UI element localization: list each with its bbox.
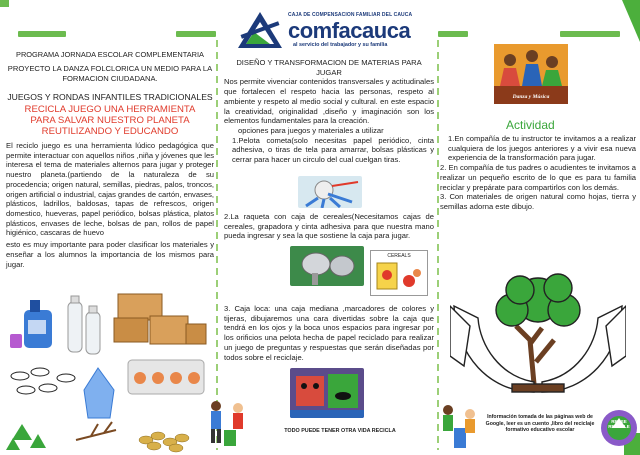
plastic-bottles-icon xyxy=(68,296,100,354)
plastic-bag-icon xyxy=(84,368,114,418)
top-dash xyxy=(176,31,216,37)
column-divider xyxy=(216,40,218,450)
comfacauca-logo xyxy=(236,10,436,50)
cereal-label: CEREALS xyxy=(387,253,411,259)
headline: RECICLA JUEGO UNA HERRAMIENTA PARA SALVAR NUESTRO PLANETA REUTILIZANDO Y EDUCANDO xyxy=(24,103,196,137)
egg-carton-icon xyxy=(128,360,204,394)
activity-item-3: 3. Con materiales de origen natural como hojas, tierra y semillas adorna este dibujo. xyxy=(440,192,636,212)
source-note: Información tomada de las páginas web de Google, leer es un cuento ,libro del reciclaje formativo educativo escolar xyxy=(485,414,595,433)
detergent-bottle-icon xyxy=(10,300,52,348)
design-heading: DISEÑO Y TRANSFORMACION DE MATERIAS PARA JUGAR xyxy=(236,58,422,77)
danza-musica-banner: Danza y Música xyxy=(512,94,550,100)
top-dash xyxy=(18,31,66,37)
game-item-2: 2.La raqueta con caja de cereales(Necesitamos cajas de cereales, grapadora y cinta adhesiva para que nuestra mano pueda ingresar y sea la que sostiene la caja para jugar. xyxy=(224,212,434,241)
middle-column xyxy=(224,58,434,165)
hands-tree-illustration xyxy=(450,266,626,406)
section-title: JUEGOS Y RONDAS INFANTILES TRADICIONALES xyxy=(7,91,213,102)
cans-icon xyxy=(11,368,75,394)
seeds-icon xyxy=(139,432,189,452)
activity-title: Actividad xyxy=(506,118,555,132)
branch-icon xyxy=(76,422,116,440)
top-left-green-bar xyxy=(0,0,9,7)
logo-brand: comfacauca xyxy=(288,18,411,43)
intro-paragraph: El reciclo juego es una herramienta lúdico pedagógica que permite interactuar con aquellos niños ,niña y jóvenes que les interesa el tema de materiales alternos para jugar y proteger nuestro planeta.(partiendo de la naturaleza de su procedencia; origen natural, semillas, piedras, palos, troncos, origen artificial o industrial, cajas grandes de cartón, envases, plásticos, ladrillos, baldosas, tapas de refrescos, origen domestico, hueveras, papel periódico, bolsas plástica, platos plásticos, envases de leche, bolsas de pan, rollos de papel higiénico, cascaras de huevo xyxy=(6,141,214,238)
logo-tagline: al servicio del trabajador y su familia xyxy=(293,42,388,48)
options-label: opciones para juegos y materiales a utilizar xyxy=(238,126,384,136)
logo-mark-icon xyxy=(236,10,284,50)
cereal-box-icon xyxy=(371,259,427,293)
pelota-cometa-photo xyxy=(298,176,362,208)
design-intro: Nos permite vivenciar contenidos transversales y actitudinales que fortalecen el respeto hacia las personas, respeto al ambiente y respeto al medio social y cultural. en este espacio la creatividad, originalidad ,diseño y imaginación son los elementos fundamentales para la creación. xyxy=(224,77,434,126)
recycle-slogan: TODO PUEDE TENER OTRA VIDA RECICLA xyxy=(284,428,396,434)
game-item-1: 1.Pelota cometa(solo necesitas papel periódico, cinta adhesiva, o tiras de tela para amarrar, bolsas plásticas y cerrar para hacer un circulo del cual cuelgan tiras. xyxy=(232,135,434,165)
activity-item-2: 2. En compañía de tus padres o acudientes te invitamos a realizar un pequeño escrito de lo que es para tu familia reciclar y prepárate para compartirlos con los demás. xyxy=(440,163,636,192)
importance-paragraph: esto es muy importante para poder clasificar los materiales y enseñar a los alumnos la importancia de los mismos para jugar. xyxy=(6,240,214,269)
recycling-kids-illustration xyxy=(438,404,478,452)
game-item-3: 3. Caja loca: una caja mediana ,marcadores de colores y tijeras, dibujaremos una cara divertidas sobre la caja que tendrá en los ojos y la boca unos espacios para ingresar por los orificios una pelota hecha de papel reciclado para realizar un juego de preguntas y respuestas que serán diseñadas por todos sobre el reciclaje. xyxy=(224,304,434,362)
recycle-arrows-icon xyxy=(6,424,46,450)
corner-decoration xyxy=(622,0,640,42)
column-divider xyxy=(437,40,439,450)
logo-org-line: CAJA DE COMPENSACION FAMILIAR DEL CAUCA xyxy=(288,12,413,18)
activity-item-1: 1.En compañía de tu instructor te invitamos a a realizar cualquiera de los juegos anteriores y a vivir esa nueva experiencia de la transformación para jugar. xyxy=(448,134,636,163)
raqueta-photo xyxy=(290,246,364,286)
right-column xyxy=(440,134,636,212)
project-title: PROYECTO LA DANZA FOLCLORICA UN MEDIO PARA LA FORMACION CIUDADANA. xyxy=(7,64,213,84)
top-dash xyxy=(560,31,620,37)
cereal-box-image xyxy=(370,250,428,296)
caja-loca-photo xyxy=(290,368,364,418)
program-title: PROGRAMA JORNADA ESCOLAR COMPLEMENTARIA xyxy=(16,50,204,59)
left-column xyxy=(6,50,214,269)
cardboard-boxes-icon xyxy=(114,294,206,344)
top-dash xyxy=(438,31,468,37)
sticker-text: REUSE RECYCLE xyxy=(608,419,630,429)
recyclable-materials-illustration xyxy=(6,290,212,455)
recycling-people-illustration xyxy=(202,398,254,450)
